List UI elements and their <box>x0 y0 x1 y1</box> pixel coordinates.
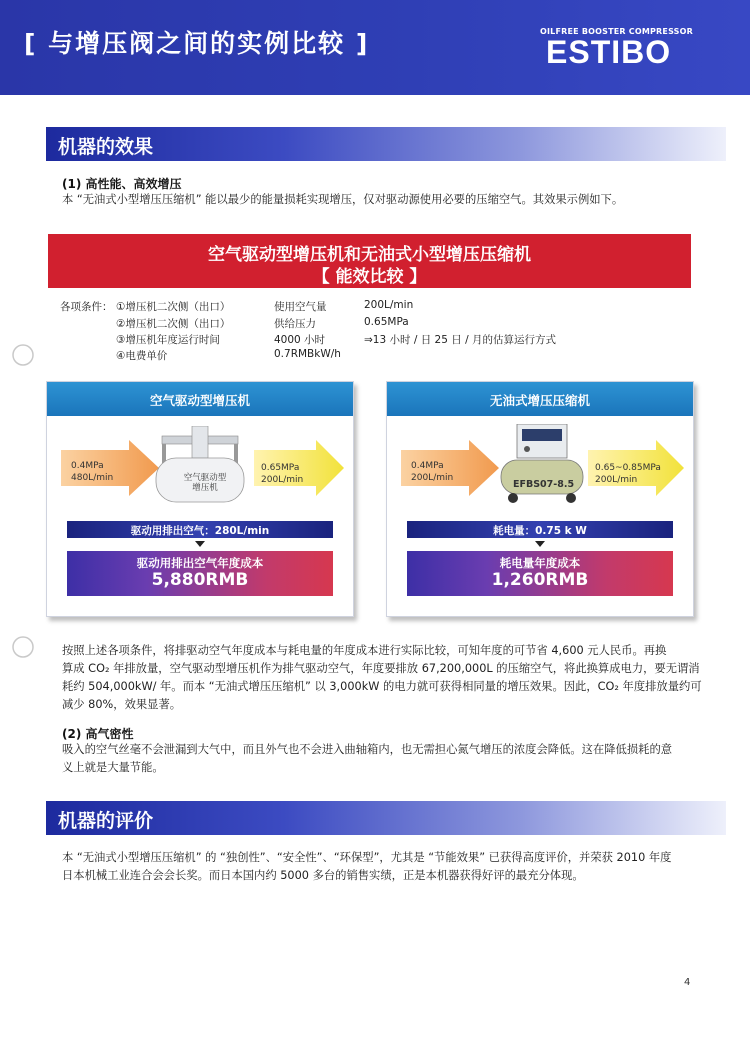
panel-oil-free <box>386 381 694 617</box>
annual-cost-box <box>67 551 333 596</box>
condition-value: ⇒13 小时 / 日 25 日 / 月的估算运行方式 <box>364 334 556 346</box>
comparison-banner <box>48 234 691 288</box>
paragraph-performance: 本 “无油式小型增压压缩机” 能以最少的能量损耗实现增压，仅对驱动源使用必要的压缩空气。其效果示例如下。 <box>62 193 624 206</box>
condition-item: ④电费单价 <box>116 350 168 362</box>
banner-subtitle: 【 能效比较 】 <box>312 267 427 287</box>
brand-subtitle: OILFREE BOOSTER COMPRESSOR <box>540 27 693 36</box>
output-flow: 200L/min <box>595 475 638 485</box>
binder-hole-icon <box>10 342 36 368</box>
condition-item: ①增压机二次侧（出口） <box>116 301 231 313</box>
evaluation-text-line: 日本机械工业连合会会长奖。而日本国内约 5000 多台的销售实绩，正是本机器获得好评的最充分体现。 <box>62 869 584 882</box>
page-title: [ 与增压阀之间的实例比较 ] <box>24 29 370 58</box>
annual-cost-value: 5,880RMB <box>151 570 249 590</box>
input-pressure: 0.4MPa <box>71 461 104 471</box>
output-pressure: 0.65~0.85MPa <box>595 463 661 473</box>
evaluation-text-line: 本 “无油式小型增压压缩机” 的 “独创性”、“安全性”、“环保型”，尤其是 “节能效果” 已获得高度评价，并荣获 2010 年度 <box>62 851 672 864</box>
condition-item: ③增压机年度运行时间 <box>116 334 220 346</box>
compressor-machine-icon <box>495 424 589 504</box>
comparison-text-line: 按照上述各项条件，将排驱动空气年度成本与耗电量的年度成本进行实际比较，可知年度的可节省 4,600 元人民币。再换 <box>62 644 667 657</box>
condition-name: 4000 小时 <box>274 334 326 346</box>
sub-heading-airtightness: (2) 高气密性 <box>62 727 134 741</box>
exhaust-air-bar <box>67 521 333 538</box>
condition-value: 200L/min <box>364 299 414 311</box>
condition-value: 0.65MPa <box>364 316 409 328</box>
annual-cost-label: 驱动用排出空气年度成本 <box>136 556 264 570</box>
exhaust-air-text: 驱动用排出空气：280L/min <box>130 525 270 537</box>
machine-model-label: EFBS07-8.5 <box>513 479 575 490</box>
banner-title: 空气驱动型增压机和无油式小型增压压缩机 <box>208 245 531 265</box>
power-consumption-bar <box>407 521 673 538</box>
annual-cost-value: 1,260RMB <box>491 570 589 590</box>
comparison-text-line: 耗约 504,000kW/ 年。而本 “无油式增压压缩机” 以 3,000kW 的电力就可获得相同量的增压效果。因此，CO₂ 年度排放量约可 <box>62 680 702 693</box>
panel-header <box>387 382 693 416</box>
section-title: 机器的效果 <box>58 136 154 158</box>
panel-air-driven <box>46 381 354 617</box>
down-arrow-icon <box>195 541 205 547</box>
brand-logo: ESTIBO <box>546 34 672 70</box>
section-title: 机器的评价 <box>58 810 154 832</box>
annual-cost-label: 耗电量年度成本 <box>499 556 581 570</box>
panel-title: 无油式增压压缩机 <box>489 393 590 408</box>
airtightness-text-line: 吸入的空气丝毫不会泄漏到大气中，而且外气也不会进入曲轴箱内，也无需担心氮气增压的浓度会降低。这在降低损耗的意 <box>62 743 673 756</box>
annual-cost-box <box>407 551 673 596</box>
binder-hole-icon <box>10 634 36 660</box>
page-number: 4 <box>684 977 691 988</box>
power-consumption-text: 耗电量：0.75 k W <box>493 525 587 537</box>
input-pressure: 0.4MPa <box>411 461 444 471</box>
section-bar-evaluation <box>46 801 726 835</box>
input-flow: 200L/min <box>411 473 454 483</box>
condition-item: ②增压机二次侧（出口） <box>116 318 231 330</box>
panel-header <box>47 382 353 416</box>
down-arrow-icon <box>535 541 545 547</box>
machine-label: 空气驱动型 增压机 <box>183 473 227 493</box>
page-header <box>0 0 750 95</box>
panel-title: 空气驱动型增压机 <box>149 393 250 408</box>
comparison-text-line: 算成 CO₂ 年排放量，空气驱动型增压机作为排气驱动空气，年度要排放 67,200,000L 的压缩空气，将此换算成电力，要无谓消 <box>62 662 700 675</box>
condition-name: 0.7RMBkW/h <box>274 348 341 360</box>
condition-name: 供给压力 <box>274 318 316 330</box>
conditions-lead: 各项条件： <box>60 301 113 313</box>
section-bar-effect <box>46 127 726 161</box>
comparison-text-line: 减少 80%，效果显著。 <box>62 698 182 711</box>
condition-name: 使用空气量 <box>274 301 327 313</box>
input-flow: 480L/min <box>71 473 114 483</box>
sub-heading-performance: (1) 高性能、高效增压 <box>62 177 182 191</box>
output-pressure: 0.65MPa <box>261 463 300 473</box>
airtightness-text-line: 义上就是大量节能。 <box>62 761 164 774</box>
output-flow: 200L/min <box>261 475 304 485</box>
